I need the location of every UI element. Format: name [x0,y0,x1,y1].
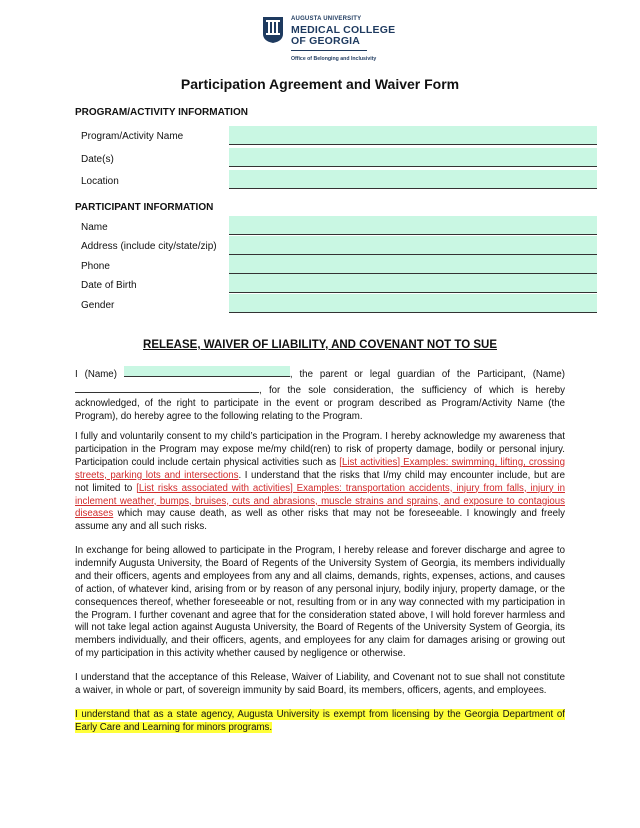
participant-dob-field[interactable] [229,274,597,293]
participant-name-field[interactable] [229,216,597,235]
participant-gender-label: Gender [81,300,115,311]
para1-text-a: I (Name) [75,369,117,380]
para2-text-a: I fully and voluntarily consent to my child’s participation in the Program. I hereby acknowledge my awareness that participation in the Program may expose me/my child(ren) to risk of property damage, bodily or personal injury. Participation could include certain physical activities such as [75,431,565,468]
risks-placeholder[interactable]: [List risks associated with activities] Examples: transportation accidents, injury from falls, injury in inclement weather, bumps, bruises, cuts and abrasions, muscle strains and sprains, and exposure to contagious diseases [75,482,565,520]
participant-address-label: Address (include city/state/zip) [81,241,217,252]
logo-office: Office of Belonging and Inclusivity [291,56,377,62]
licensing-exemption-paragraph [75,709,565,735]
shield-logo-icon [262,16,284,44]
logo-university: AUGUSTA UNIVERSITY [291,16,362,22]
program-dates-field[interactable] [229,148,597,167]
para1-text-c: , for the sole consideration, the sufficiency of which is hereby acknowledged, of the right to participate in the event or program described as Program/Activity Name (the Program), do hereby agree to the following relating to the Program. [75,384,565,422]
participant-address-field[interactable] [229,236,597,255]
release-paragraph-2 [75,431,565,534]
logo-college-line2: OF GEORGIA [291,35,361,47]
logo-college-line1: MEDICAL COLLEGE [291,24,396,36]
para2-text-c: which may cause death, as well as other risks that may not be foreseeable. I knowingly and freely assume any and all such risks. [75,508,565,533]
release-heading: RELEASE, WAIVER OF LIABILITY, AND COVENANT NOT TO SUE [143,339,497,351]
program-name-label: Program/Activity Name [81,131,184,142]
participant-gender-field[interactable] [229,294,597,313]
program-location-field[interactable] [229,170,597,189]
program-section-heading: PROGRAM/ACTIVITY INFORMATION [75,107,248,118]
form-title: Participation Agreement and Waiver Form [180,76,460,92]
participant-dob-label: Date of Birth [81,280,137,291]
release-paragraph-1 [75,366,565,424]
para2-text-b: . I understand that the risks that I/my child may encounter include, but are not limited to [75,469,565,494]
participant-name-label: Name [81,222,108,233]
program-location-label: Location [81,176,119,187]
participant-section-heading: PARTICIPANT INFORMATION [75,202,214,213]
para1-text-b: , the parent or legal guardian of the Participant, (Name) [289,369,565,380]
participant-name-blank[interactable] [75,382,259,393]
participant-phone-label: Phone [81,261,110,272]
release-paragraph-4: I understand that the acceptance of this Release, Waiver of Liability, and Covenant not to sue shall not constitute a waiver, in whole or part, of sovereign immunity by said Board, its members, officers, agents, and employees. [75,672,565,696]
release-paragraph-3: In exchange for being allowed to participate in the Program, I hereby release and forever discharge and agree to indemnify Augusta University, the Board of Regents of the University System of Georgia, its members individually and their officers, agents and employees from any and all claims, demands, rights, expenses, actions, and causes of action, of whatever kind, arising from or by reason of any personal injury, bodily injury, property damage, or the consequences thereof, whether foreseeable or not, resulting from or in any way connected with my participation in the Program. I further covenant and agree that for the consideration stated above, I will hold forever harmless and will not take legal action against Augusta University, the Board of Regents of the University System of Georgia, its members individually, and their officers, agents, and employees for any claim for damages arising or growing out of my participation in this activity whether caused by negligence or otherwise. [75,545,565,660]
activities-placeholder[interactable]: [List activities] Examples: swimming, lifting, crossing streets, parking lots and intersections [75,456,565,481]
program-dates-label: Date(s) [81,154,114,165]
guardian-name-blank[interactable] [124,366,290,377]
logo-divider [291,50,367,51]
licensing-exemption-text: I understand that as a state agency, Augusta University is exempt from licensing by the Georgia Department of Early Care and Learning for minors programs. [75,709,565,733]
participant-phone-field[interactable] [229,255,597,274]
university-logo [262,14,412,64]
program-name-field[interactable] [229,126,597,145]
